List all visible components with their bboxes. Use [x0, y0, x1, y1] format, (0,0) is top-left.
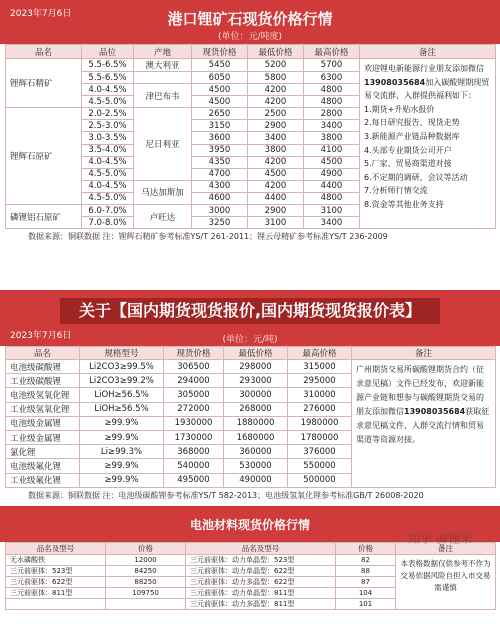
lithium-ore-section — [0, 0, 500, 290]
low-price: 5200 — [248, 59, 304, 72]
high-price: 3400 — [304, 120, 360, 132]
grade: 4.5-5.0% — [82, 96, 134, 108]
low-price: 293000 — [224, 374, 288, 388]
spec: ≥99.9% — [80, 416, 164, 430]
material-name: 三元前驱体：523型 — [6, 566, 106, 577]
col-header: 品名及型号 — [6, 543, 106, 555]
col-header: 产地 — [134, 45, 192, 59]
high-price: 315000 — [288, 360, 352, 374]
section1-date: 2023年7月6日 — [10, 9, 72, 19]
col-header: 备注 — [396, 543, 496, 555]
section1-unit: (单位：元/吨度) — [217, 32, 283, 42]
grade: 3.5-4.0% — [82, 144, 134, 156]
wechat-number: 13908035684 — [404, 407, 466, 416]
material-name: 三元前驱体：动力单晶型：523型 — [186, 555, 336, 566]
spot-price: 4300 — [192, 180, 248, 192]
high-price: 276000 — [288, 402, 352, 416]
benefit-item: 6.不定期的调研、会议等活动 — [364, 172, 468, 182]
col-header: 品名 — [6, 45, 82, 59]
product-name: 电池级氟化锂 — [6, 459, 80, 473]
spot-price: 4500 — [192, 84, 248, 96]
low-price: 3400 — [248, 132, 304, 144]
spot-price: 6050 — [192, 72, 248, 84]
spot-price: 305000 — [164, 388, 224, 402]
table-header-row — [6, 347, 496, 360]
spot-price: 1930000 — [164, 416, 224, 430]
spot-price: 3000 — [192, 205, 248, 217]
high-price: 4100 — [304, 144, 360, 156]
lithium-ore-banner — [0, 0, 500, 44]
section1-source: 数据来源：铜联数据 注：锂辉石精矿参考标准YS/T 261-2011；锂云母精矿参考标准YS/T 236-2009 — [28, 232, 388, 242]
spot-price: 294000 — [164, 374, 224, 388]
product-name: 锂辉石原矿 — [6, 108, 82, 205]
col-header: 最高价格 — [288, 347, 352, 360]
grade: 7.0-8.0% — [82, 217, 134, 229]
table-header-row — [6, 45, 496, 59]
high-price: 310000 — [288, 388, 352, 402]
spot-price: 3250 — [192, 217, 248, 229]
origin: 尼日利亚 — [134, 108, 192, 181]
note-intro: 欢迎锂电新能源行业朋友添加微信13908035684加入碳酸锂期现贸易交流群，入群提供福利如下： — [364, 64, 490, 101]
spot-price: 4350 — [192, 156, 248, 168]
section2-unit: (单位：元/吨) — [222, 335, 278, 345]
spot-price: 3150 — [192, 120, 248, 132]
spot-price: 2650 — [192, 108, 248, 120]
material-name: 三元前驱体：动力单晶型：811型 — [186, 588, 336, 599]
spot-price: 3600 — [192, 132, 248, 144]
product-name: 工业级氟化锂 — [6, 473, 80, 487]
high-price: 4900 — [304, 168, 360, 180]
col-header: 品位 — [82, 45, 134, 59]
product-name: 电池级碳酸锂 — [6, 360, 80, 374]
material-name: 三元前驱体：动力单晶型：622型 — [186, 566, 336, 577]
col-header: 价格 — [106, 543, 186, 555]
col-header: 最低价格 — [248, 45, 304, 59]
high-price: 295000 — [288, 374, 352, 388]
high-price: 3400 — [304, 217, 360, 229]
origin — [134, 72, 192, 84]
product-name: 工业级金属锂 — [6, 430, 80, 444]
col-header: 规格型号 — [80, 347, 164, 360]
section1-title: 港口锂矿石现货价格行情 — [167, 10, 333, 28]
material-name: 三元前驱体：622型 — [6, 577, 106, 588]
product-name: 电池级氢氧化锂 — [6, 388, 80, 402]
col-header: 现货价格 — [164, 347, 224, 360]
low-price: 4200 — [248, 156, 304, 168]
product-name: 氯化锂 — [6, 445, 80, 459]
benefit-item: 8.资金等其他业务支持 — [364, 199, 444, 209]
section2-source: 数据来源：铜联数据 注：电池级碳酸锂参考标准YS/T 582-2013；电池级氢氧化锂参考标准GB/T 26008-2020 — [28, 490, 424, 500]
origin: 澳大利亚 — [134, 59, 192, 72]
col-header: 价格 — [336, 543, 396, 555]
spec: ≥99.9% — [80, 459, 164, 473]
material-name — [6, 599, 106, 610]
low-price: 4200 — [248, 84, 304, 96]
product-name: 锂辉石精矿 — [6, 59, 82, 108]
material-price: 82 — [336, 555, 396, 566]
spot-price: 306500 — [164, 360, 224, 374]
material-price: 84250 — [106, 566, 186, 577]
material-price: 12000 — [106, 555, 186, 566]
spot-price: 3950 — [192, 144, 248, 156]
high-price: 4800 — [304, 192, 360, 204]
benefit-item: 2.每日研究报告、现货走势 — [364, 118, 460, 128]
high-price: 1780000 — [288, 430, 352, 444]
high-price: 6300 — [304, 72, 360, 84]
low-price: 2900 — [248, 120, 304, 132]
gfex-note: 广州期货交易所碳酸锂期货合约（征求意见稿）文件已经发布，欢迎新能源产业链和想参与碳酸锂期货交易的朋友添加微信13908035684获取征求意见稿文件，入群交流行情和贸易渠道等资源对接。 — [352, 360, 496, 488]
material-price: 109750 — [106, 588, 186, 599]
high-price: 3800 — [304, 132, 360, 144]
spec: ≥99.9% — [80, 473, 164, 487]
low-price: 300000 — [224, 388, 288, 402]
low-price: 2500 — [248, 108, 304, 120]
material-price: 101 — [336, 599, 396, 610]
material-price: 87 — [336, 577, 396, 588]
high-price: 2800 — [304, 108, 360, 120]
spot-price: 495000 — [164, 473, 224, 487]
article-title-overlay: 关于【国内期货现货报价,国内期货现货报价表】 — [60, 298, 440, 324]
table-row — [6, 59, 496, 72]
spot-price: 5450 — [192, 59, 248, 72]
col-header: 备注 — [360, 45, 496, 59]
spot-price: 1730000 — [164, 430, 224, 444]
grade: 2.5-3.0% — [82, 120, 134, 132]
grade: 5.5-6.5% — [82, 72, 134, 84]
high-price: 4800 — [304, 96, 360, 108]
spec: Li2CO3≥99.2% — [80, 374, 164, 388]
col-header: 备注 — [352, 347, 496, 360]
spot-price: 368000 — [164, 445, 224, 459]
grade: 3.0-3.5% — [82, 132, 134, 144]
spec: ≥99.9% — [80, 430, 164, 444]
high-price: 1980000 — [288, 416, 352, 430]
spot-price: 4700 — [192, 168, 248, 180]
benefit-item: 5.厂家、贸易商渠道对接 — [364, 159, 452, 169]
grade: 4.0-4.5% — [82, 84, 134, 96]
low-price: 4400 — [248, 192, 304, 204]
low-price: 360000 — [224, 445, 288, 459]
material-price: 88 — [336, 566, 396, 577]
low-price: 1680000 — [224, 430, 288, 444]
low-price: 530000 — [224, 459, 288, 473]
low-price: 490000 — [224, 473, 288, 487]
benefit-item: 7.分析师行情交流 — [364, 186, 428, 196]
col-header: 最高价格 — [304, 45, 360, 59]
high-price: 3100 — [304, 205, 360, 217]
low-price: 5800 — [248, 72, 304, 84]
high-price: 500000 — [288, 473, 352, 487]
benefit-item: 1.期货+升贴水报价 — [364, 104, 435, 114]
low-price: 268000 — [224, 402, 288, 416]
lithium-ore-table — [5, 44, 496, 229]
spec: LiOH≥56.5% — [80, 388, 164, 402]
origin: 卢旺达 — [134, 205, 192, 229]
benefit-item: 4.头部专业期货公司开户 — [364, 145, 452, 155]
high-price: 5700 — [304, 59, 360, 72]
col-header: 现货价格 — [192, 45, 248, 59]
col-header: 最低价格 — [224, 347, 288, 360]
material-price — [106, 599, 186, 610]
spot-price: 4600 — [192, 192, 248, 204]
origin: 马达加斯加 — [134, 180, 192, 204]
material-price: 88250 — [106, 577, 186, 588]
material-name: 三元前驱体：动力多晶型：622型 — [186, 577, 336, 588]
battery-material-table — [5, 542, 496, 610]
high-price: 550000 — [288, 459, 352, 473]
table-row — [6, 360, 496, 374]
low-price: 3800 — [248, 144, 304, 156]
high-price: 4800 — [304, 84, 360, 96]
grade: 2.0-2.5% — [82, 108, 134, 120]
material-name: 无水磷酸铁 — [6, 555, 106, 566]
low-price: 298000 — [224, 360, 288, 374]
low-price: 1880000 — [224, 416, 288, 430]
low-price: 4200 — [248, 96, 304, 108]
material-name: 三元前驱体：811型 — [6, 588, 106, 599]
material-price: 104 — [336, 588, 396, 599]
spot-price: 4500 — [192, 96, 248, 108]
wechat-note — [360, 59, 496, 229]
disclaimer-note: 本表格数据仅供参考不作为交易依据风险自担入市交易需谨慎 — [396, 555, 496, 610]
wechat-number: 13908035684 — [364, 77, 426, 87]
product-name: 工业级氢氧化锂 — [6, 402, 80, 416]
spec: Li≥99.3% — [80, 445, 164, 459]
material-name: 三元前驱体：动力多晶型：811型 — [186, 599, 336, 610]
grade: 6.0-7.0% — [82, 205, 134, 217]
zhihu-watermark: 知乎 @锂米 — [408, 532, 472, 546]
high-price: 376000 — [288, 445, 352, 459]
high-price: 4500 — [304, 156, 360, 168]
spec: LiOH≥56.5% — [80, 402, 164, 416]
grade: 5.5-6.5% — [82, 59, 134, 72]
low-price: 2900 — [248, 205, 304, 217]
lithium-salt-table — [5, 346, 496, 488]
grade: 4.5-5.0% — [82, 168, 134, 180]
section3-title: 电池材料现货价格行情 — [189, 518, 310, 532]
product-name: 工业级碳酸锂 — [6, 374, 80, 388]
battery-material-section — [0, 506, 500, 636]
spot-price: 272000 — [164, 402, 224, 416]
benefit-item: 3.新能源产业链品种数据库 — [364, 131, 460, 141]
grade: 4.0-4.5% — [82, 180, 134, 192]
low-price: 4200 — [248, 180, 304, 192]
spec: Li2CO3≥99.5% — [80, 360, 164, 374]
low-price: 3100 — [248, 217, 304, 229]
high-price: 4400 — [304, 180, 360, 192]
col-header: 品名及型号 — [186, 543, 336, 555]
section2-date: 2023年7月6日 — [10, 331, 72, 341]
product-name: 电池级金属锂 — [6, 416, 80, 430]
product-name: 磷锂铝石原矿 — [6, 205, 82, 229]
low-price: 4500 — [248, 168, 304, 180]
grade: 4.5-5.0% — [82, 192, 134, 204]
table-row — [6, 555, 496, 566]
origin: 津巴布韦 — [134, 84, 192, 108]
grade: 4.0-4.5% — [82, 156, 134, 168]
spot-price: 540000 — [164, 459, 224, 473]
col-header: 品名 — [6, 347, 80, 360]
